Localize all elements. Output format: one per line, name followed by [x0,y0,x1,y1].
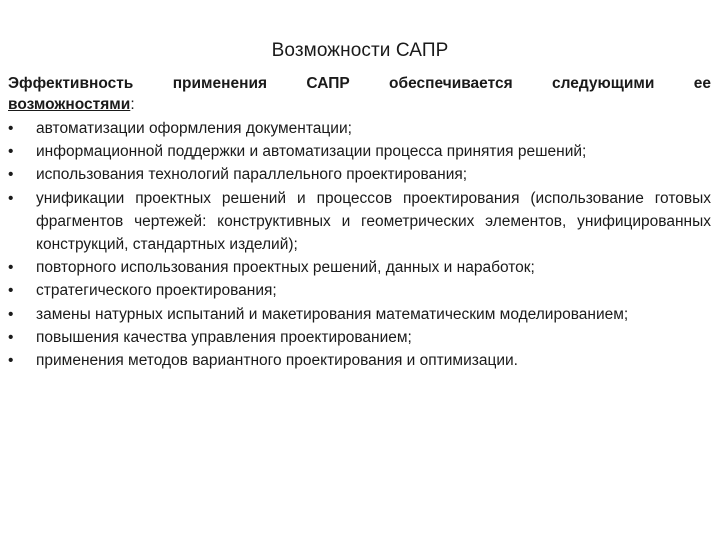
list-item [8,326,711,349]
list-item [8,256,711,279]
bullet-icon: • [8,120,14,137]
list-item-text: применения методов вариантного проектирования и оптимизации. [36,352,518,370]
intro-paragraph [8,73,711,115]
intro-word: Эффективность [8,75,134,92]
bullet-icon: • [8,259,14,277]
intro-emphasis: возможностями [8,96,131,113]
list-item-text: унификации проектных решений и процессов проектирования (использование готовых фрагментов чертежей: конструктивных и геометрических элементов, унифицированных конструкций, стандартных изделий); [36,189,711,254]
intro-word: применения [172,75,268,92]
list-item-text: повторного использования проектных решений, данных и наработок; [36,259,535,277]
intro-word: обеспечивается [389,75,513,92]
intro-line-2 [8,94,711,115]
intro-word: ее [693,75,711,92]
slide-title: Возможности САПР [271,40,449,61]
bullet-icon: • [8,189,14,207]
list-item-text: использования технологий параллельного проектирования; [36,166,468,184]
list-item [8,187,711,257]
list-item [8,117,711,140]
list-item [8,140,711,163]
bullet-icon: • [8,282,14,300]
list-item [8,279,711,302]
list-item-text: повышения качества управления проектированием; [36,328,412,346]
bullet-icon: • [8,305,14,323]
bullet-icon: • [8,143,14,161]
list-item-text: стратегического проектирования; [36,282,277,300]
list-item [8,163,711,186]
intro-word: САПР [306,75,350,92]
bullet-icon: • [8,328,14,346]
intro-word: следующими [552,75,655,92]
bullet-icon: • [8,166,14,184]
list-item-text: автоматизации оформления документации; [36,120,352,137]
list-item [8,303,711,326]
capabilities-list [8,117,711,372]
bullet-icon: • [8,352,14,370]
list-item-text: информационной поддержки и автоматизации процесса принятия решений; [36,143,587,161]
list-item [8,349,711,372]
list-item-text: замены натурных испытаний и макетирования математическим моделированием; [36,305,629,323]
intro-line-1 [8,73,711,94]
intro-colon: : [130,96,135,113]
